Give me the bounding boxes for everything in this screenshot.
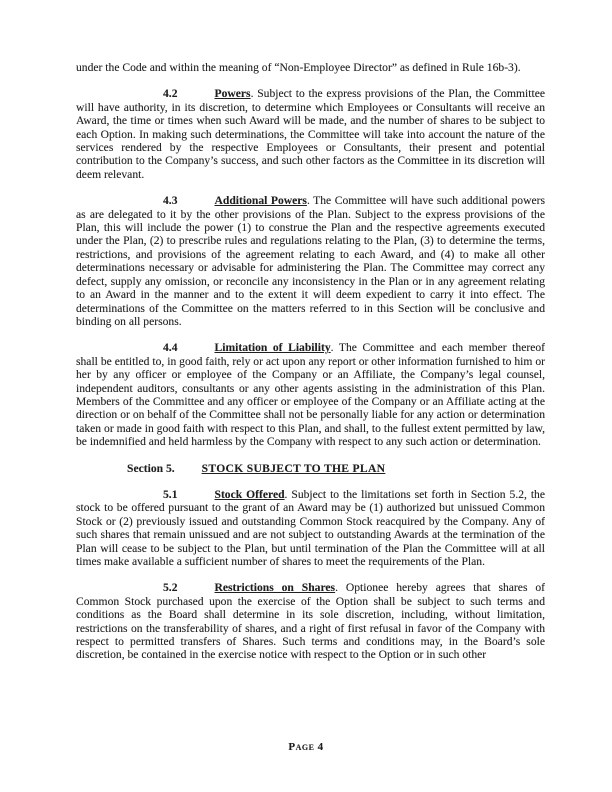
- paragraph-continuation: under the Code and within the meaning of “Non-Employee Director” as defined in Rule 16b-3).: [76, 61, 521, 74]
- section-title: STOCK SUBJECT TO THE PLAN: [201, 461, 386, 475]
- section-5-heading: [76, 462, 545, 475]
- clause-heading-powers: Powers: [214, 87, 251, 101]
- paragraph-4-3: [76, 194, 545, 328]
- clause-number-5-1: 5.1: [163, 487, 178, 501]
- clause-heading-additional-powers: Additional Powers: [214, 194, 307, 208]
- paragraph-4-4: [76, 341, 545, 448]
- clause-heading-restrictions-on-shares: Restrictions on Shares: [214, 581, 336, 595]
- clause-text-4-4: . The Committee and each member thereof shall be entitled to, in good faith, rely or act upon any report or other information furnished to him or her by any officer or employee of the Company or an Affiliate, the Company’s legal counsel, independent auditors, consultants or any other agents assisting in the administration of this Plan. Members of the Committee and any officer or employee of the Company or an Affiliate acting at the direction or on behalf of the Committee shall not be personally liable for any action or determination taken or made in good faith with respect to this Plan, and shall, to the fullest extent permitted by law, be indemnified and held harmless by the Company with respect to any such action or determination.: [76, 341, 545, 449]
- clause-text-5-1: . Subject to the limitations set forth in Section 5.2, the stock to be offered pursuant to the grant of an Award may be (1) authorized but unissued Common Stock or (2) previously issued and outstanding Common Stock reacquired by the Company. Any of such shares that remain unissued and are not subject to outstanding Awards at the termination of the Plan will cease to be subject to the Plan, but until termination of the Plan the Committee will at all times make available a sufficient number of shares to meet the requirements of the Plan.: [76, 487, 546, 568]
- clause-number-5-2: 5.2: [163, 581, 178, 595]
- clause-heading-limitation-of-liability: Limitation of Liability: [214, 341, 331, 355]
- page-number-footer: Page 4: [288, 741, 324, 753]
- paragraph-5-1: [76, 488, 545, 568]
- clause-number-4-2: 4.2: [163, 87, 178, 101]
- paragraph-5-2: [76, 581, 545, 661]
- clause-text-4-2: . Subject to the express provisions of the Plan, the Committee will have authority, in its discretion, to determine which Employees or Consultants will receive an Award, the time or times when such Award will be made, and the number of shares to be subject to each Option. In making such determinations, the Committee will take into account the nature of the services rendered by the respective Employees or Consultants, their present and potential contribution to the Company’s success, and such other factors as the Committee in its discretion will deem relevant.: [76, 87, 545, 181]
- document-body: [76, 61, 545, 675]
- section-label: Section 5.: [127, 461, 175, 475]
- clause-text-5-2: . Optionee hereby agrees that shares of Common Stock purchased upon the exercise of the Option shall be subject to such terms and conditions as the Board shall determine in its sole discretion, including, without limitation, restrictions on the transferability of shares, and a right of first refusal in favor of the Company with respect to permitted transfers of Shares. Such terms and conditions may, in the Board’s sole discretion, be contained in the exercise notice with respect to the Option or in such other: [76, 581, 546, 662]
- clause-text-4-3: . The Committee will have such additional powers as are delegated to it by the other provisions of the Plan. Subject to the express provisions of the Plan, this will include the power (1) to construe the Plan and the respective agreements executed under the Plan, (2) to prescribe rules and regulations relating to the Plan, (3) to determine the terms, restrictions, and provisions of the agreement relating to each Award, and (4) to make all other determinations necessary or advisable for administering the Plan. The Committee may correct any defect, supply any omission, or reconcile any inconsistency in the Plan or in any agreement relating to an Award in the manner and to the extent it will deem expedient to carry it into effect. The determinations of the Committee on the matters referred to in this Section will be conclusive and binding on all persons.: [76, 194, 545, 328]
- paragraph-4-2: [76, 87, 545, 181]
- clause-number-4-3: 4.3: [163, 194, 178, 208]
- clause-heading-stock-offered: Stock Offered: [214, 487, 285, 501]
- clause-number-4-4: 4.4: [163, 341, 178, 355]
